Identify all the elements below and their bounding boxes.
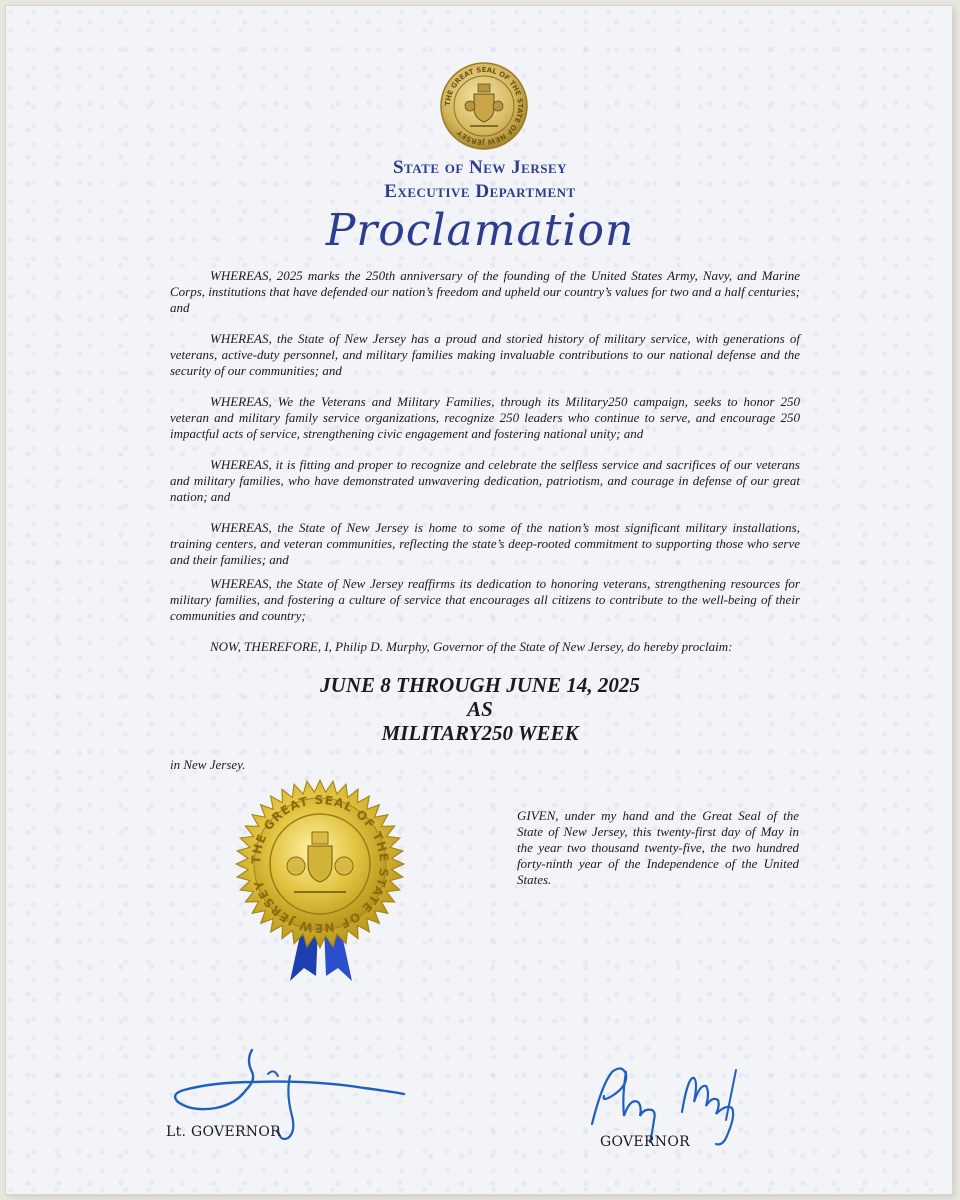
governor-label: GOVERNOR	[600, 1134, 690, 1150]
proclaimed-dates: JUNE 8 THROUGH JUNE 14, 2025	[320, 673, 640, 697]
proclaimed-week: MILITARY250 WEEK	[381, 721, 579, 745]
gold-seal-icon	[232, 776, 408, 986]
in-new-jersey: in New Jersey.	[170, 757, 246, 772]
state-heading: State of New Jersey	[392, 157, 568, 178]
department-heading: Executive Department	[384, 181, 576, 202]
now-therefore-paragraph: NOW, THEREFORE, I, Philip D. Murphy, Governor of the State of New Jersey, do hereby proclaim:	[210, 639, 733, 654]
whereas-paragraph: WHEREAS, We the Veterans and Military Families, through its Military250 campaign, seeks to honor 250 veteran and military family service organizations, recognize 250 leaders who continue to serve, and encourage 250 impactful acts of service, strengthening civic engagement and fostering national unity; and	[170, 394, 800, 441]
svg-text:THE GREAT SEAL OF THE STATE OF: THE GREAT SEAL OF THE STATE OF NEW JERSEY	[443, 65, 525, 147]
whereas-paragraph: WHEREAS, it is fitting and proper to recognize and celebrate the selfless service and sacrifices of our veterans and military families, who have demonstrated unwavering dedication, patriotism, and courage in defense of our great nation; and	[170, 457, 800, 504]
svg-text:THE GREAT SEAL OF THE STATE OF: THE GREAT SEAL OF THE STATE OF NEW JERSEY	[248, 792, 392, 936]
lt-governor-label: Lt. GOVERNOR	[166, 1124, 281, 1140]
proclaimed-as: AS	[467, 697, 493, 721]
proclamation-title: Proclamation	[325, 205, 635, 256]
whereas-paragraph: WHEREAS, 2025 marks the 250th anniversary of the founding of the United States Army, Navy, and Marine Corps, institutions that have defended our nation’s freedom and upheld our country’s values for two and a half centuries; and	[170, 268, 800, 315]
whereas-paragraph: WHEREAS, the State of New Jersey is home to some of the nation’s most significant military installations, training centers, and veteran communities, reflecting the state’s deep-rooted commitment to supporting those who serve and their families; and	[170, 520, 800, 567]
whereas-paragraph: WHEREAS, the State of New Jersey has a proud and storied history of military service, with generations of veterans, active-duty personnel, and military families making invaluable contributions to our national defense and the security of our communities; and	[170, 331, 800, 378]
state-seal-icon	[440, 62, 528, 150]
whereas-paragraph: WHEREAS, the State of New Jersey reaffirms its dedication to honoring veterans, strengthening resources for military families, and fostering a culture of service that encourages all citizens to contribute to the well-being of their communities and country;	[170, 576, 800, 623]
given-paragraph: GIVEN, under my hand and the Great Seal of the State of New Jersey, this twenty-first day of May in the year two thousand twenty-five, the two hundred forty-ninth year of the Independence of the United States.	[517, 808, 799, 887]
